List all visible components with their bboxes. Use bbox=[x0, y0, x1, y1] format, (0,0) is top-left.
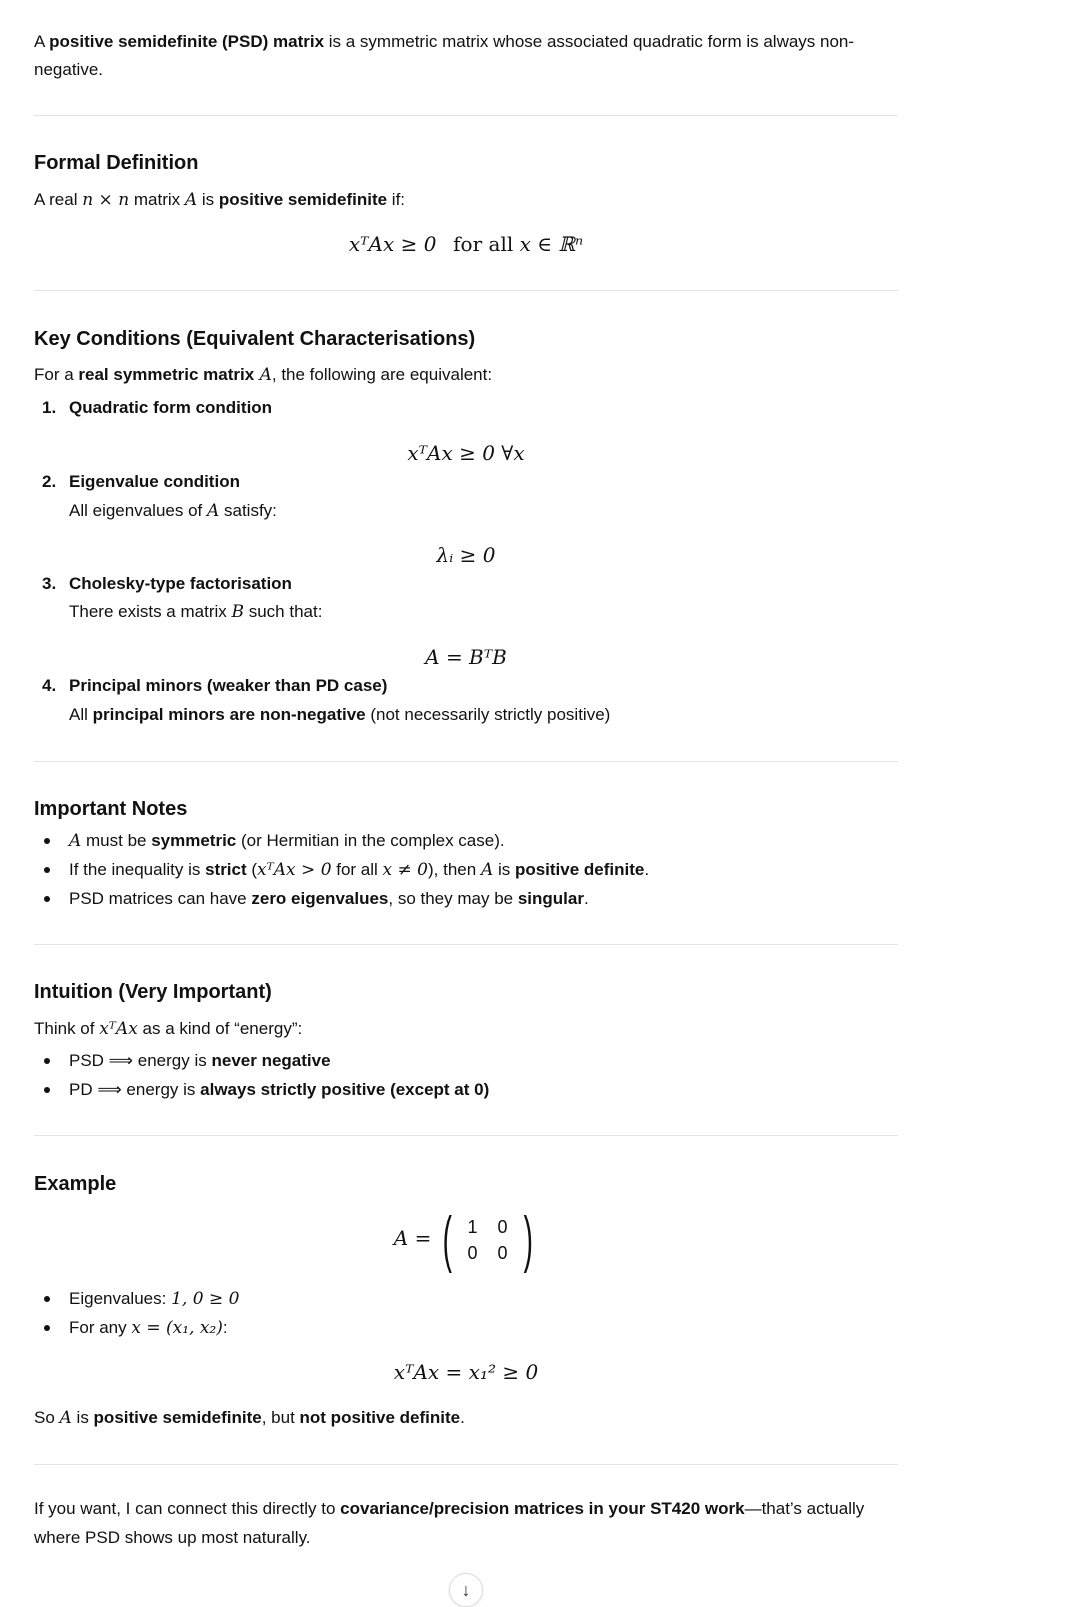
divider bbox=[34, 1464, 898, 1465]
condition-title: Cholesky-type factorisation bbox=[69, 574, 292, 593]
heading-important-notes: Important Notes bbox=[34, 798, 188, 820]
note-item: A must be symmetric (or Hermitian in the complex case). bbox=[69, 831, 505, 851]
bullet bbox=[44, 896, 50, 902]
scroll-to-bottom-button[interactable] bbox=[449, 1573, 483, 1607]
intro-paragraph-line2: negative. bbox=[34, 60, 103, 79]
list-number: 4. bbox=[42, 676, 57, 695]
divider bbox=[34, 944, 898, 945]
example-matrix-equation: A = ( 1 0 0 0 ) bbox=[34, 1208, 898, 1268]
condition-equation: A = BᵀB bbox=[425, 645, 507, 669]
closing-paragraph-line2: where PSD shows up most naturally. bbox=[34, 1528, 311, 1547]
intro-paragraph: A positive semidefinite (PSD) matrix is a symmetric matrix whose associated quadratic form is always non- bbox=[34, 32, 855, 51]
bullet bbox=[44, 1058, 50, 1064]
example-conclusion: So A is positive semidefinite, but not positive definite. bbox=[34, 1408, 465, 1428]
bullet bbox=[44, 867, 50, 873]
condition-title: Principal minors (weaker than PD case) bbox=[69, 676, 388, 695]
bullet bbox=[44, 1087, 50, 1093]
arrow-down-icon: ↓ bbox=[461, 1580, 471, 1600]
note-item: If the inequality is strict (xᵀAx > 0 for all x ≠ 0), then A is positive definite. bbox=[69, 860, 650, 880]
divider bbox=[34, 761, 898, 762]
matrix-cell: 0 bbox=[467, 1242, 478, 1263]
closing-paragraph: If you want, I can connect this directly to covariance/precision matrices in your ST420 work—that’s actually bbox=[34, 1499, 865, 1518]
heading-key-conditions: Key Conditions (Equivalent Characterisations) bbox=[34, 328, 476, 350]
formal-equation: xᵀAx ≥ 0 for all x ∈ ℝⁿ bbox=[348, 232, 584, 256]
right-paren: ) bbox=[523, 1204, 533, 1274]
left-paren: ( bbox=[442, 1204, 452, 1274]
condition-equation: xᵀAx ≥ 0 ∀x bbox=[407, 441, 525, 465]
condition-title: Quadratic form condition bbox=[69, 398, 273, 417]
condition-equation: λᵢ ≥ 0 bbox=[436, 543, 496, 567]
divider bbox=[34, 290, 898, 291]
condition-subtext: There exists a matrix B such that: bbox=[69, 602, 323, 622]
bullet bbox=[44, 1296, 50, 1302]
example-equation: xᵀAx = x₁² ≥ 0 bbox=[393, 1360, 539, 1384]
example-item: For any x = (x₁, x₂): bbox=[69, 1318, 228, 1338]
intuition-item: PSD ⟹ energy is never negative bbox=[69, 1051, 331, 1070]
example-item: Eigenvalues: 1, 0 ≥ 0 bbox=[69, 1289, 240, 1309]
condition-subtext: All eigenvalues of A satisfy: bbox=[69, 501, 277, 521]
list-number: 2. bbox=[42, 472, 57, 491]
matrix-cell: 1 bbox=[467, 1216, 478, 1237]
formal-definition-text: A real n × n matrix A is positive semidefinite if: bbox=[34, 190, 406, 210]
matrix-cell: 0 bbox=[497, 1216, 508, 1237]
matrix-cell: 0 bbox=[497, 1242, 508, 1263]
heading-example: Example bbox=[34, 1173, 117, 1195]
condition-title: Eigenvalue condition bbox=[69, 472, 240, 491]
divider bbox=[34, 1135, 898, 1136]
bullet bbox=[44, 838, 50, 844]
bullet bbox=[44, 1325, 50, 1331]
note-item: PSD matrices can have zero eigenvalues, so they may be singular. bbox=[69, 889, 589, 908]
heading-formal-definition: Formal Definition bbox=[34, 152, 199, 174]
list-number: 3. bbox=[42, 574, 57, 593]
condition-subtext: All principal minors are non-negative (not necessarily strictly positive) bbox=[69, 705, 611, 724]
intuition-text: Think of xᵀAx as a kind of “energy”: bbox=[34, 1019, 303, 1039]
list-number: 1. bbox=[42, 398, 57, 417]
heading-intuition: Intuition (Very Important) bbox=[34, 981, 272, 1003]
matrix bbox=[437, 1204, 538, 1274]
key-conditions-intro: For a real symmetric matrix A, the following are equivalent: bbox=[34, 365, 493, 385]
intuition-item: PD ⟹ energy is always strictly positive (except at 0) bbox=[69, 1080, 490, 1099]
divider bbox=[34, 115, 898, 116]
